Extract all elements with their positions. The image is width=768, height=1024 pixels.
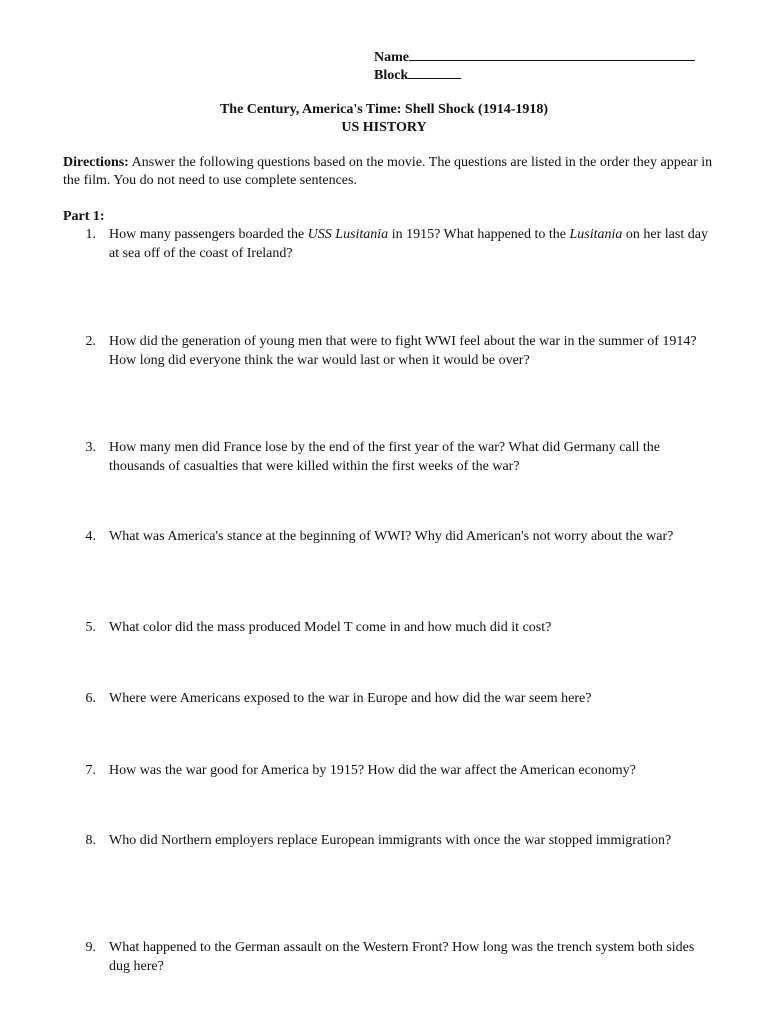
part-1-heading: Part 1: bbox=[63, 209, 105, 224]
block-field-line bbox=[374, 65, 461, 85]
directions-paragraph bbox=[63, 154, 713, 190]
question-number: 9. bbox=[85, 940, 96, 955]
question-number: 2. bbox=[85, 334, 96, 349]
question-text: What was America's stance at the beginning of WWI? Why did American's not worry about the war? bbox=[109, 529, 674, 544]
question-number: 5. bbox=[85, 620, 96, 635]
directions-label: Directions: bbox=[63, 155, 129, 170]
question-text: How was the war good for America by 1915? How did the war affect the American economy? bbox=[109, 763, 636, 778]
question-text: How many passengers boarded the USS Lusitania in 1915? What happened to the Lusitania on her last day at sea off of the coast of Ireland? bbox=[109, 227, 708, 261]
block-label: Block bbox=[374, 68, 409, 83]
question-number: 3. bbox=[85, 440, 96, 455]
question-number: 4. bbox=[85, 529, 96, 544]
name-field-line bbox=[374, 47, 695, 67]
question-text: Who did Northern employers replace European immigrants with once the war stopped immigration? bbox=[109, 833, 672, 848]
question-text: What color did the mass produced Model T come in and how much did it cost? bbox=[109, 620, 552, 635]
question-text: How did the generation of young men that were to fight WWI feel about the war in the summer of 1914? How long did everyone think the war would last or when it would be over? bbox=[109, 334, 697, 368]
worksheet-subtitle: US HISTORY bbox=[341, 120, 427, 135]
name-label: Name bbox=[374, 50, 409, 65]
name-blank-line[interactable] bbox=[409, 47, 695, 61]
question-number: 6. bbox=[85, 691, 96, 706]
question-text: Where were Americans exposed to the war in Europe and how did the war seem here? bbox=[109, 691, 592, 706]
question-number: 8. bbox=[85, 833, 96, 848]
question-text: What happened to the German assault on the Western Front? How long was the trench system both sides dug here? bbox=[109, 940, 695, 974]
question-number: 7. bbox=[85, 763, 96, 778]
question-number: 1. bbox=[85, 227, 96, 242]
worksheet-title: The Century, America's Time: Shell Shock (1914-1918) bbox=[219, 102, 549, 117]
directions-text: Answer the following questions based on the movie. The questions are listed in the order they appear in the film. You do not need to use complete sentences. bbox=[63, 155, 713, 188]
question-text: How many men did France lose by the end of the first year of the war? What did Germany call the thousands of casualties that were killed within the first weeks of the war? bbox=[109, 440, 661, 474]
block-blank-line[interactable] bbox=[408, 65, 461, 79]
